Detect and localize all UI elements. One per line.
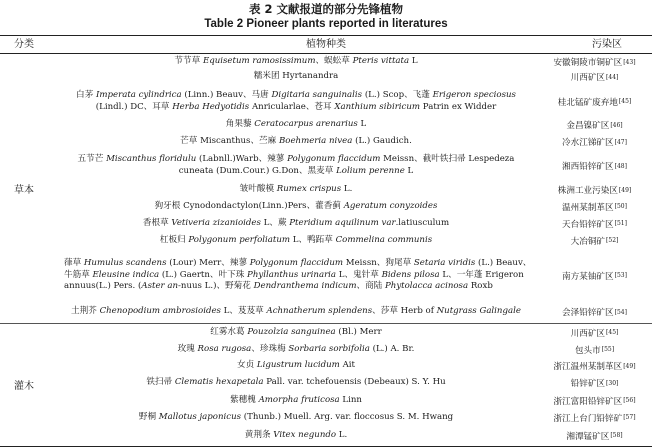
table-row — [0, 358, 652, 374]
region-text: 浙江上台门铅锌矿 — [553, 413, 623, 424]
region-cell — [537, 409, 652, 426]
header-region: 污染区 — [592, 39, 622, 50]
region-text: 川西矿区 — [570, 328, 606, 339]
region-cell — [537, 198, 652, 215]
species-cell — [58, 324, 534, 341]
region-text: 湘西铅锌矿区 — [562, 162, 614, 172]
species-cell — [58, 302, 534, 322]
species-line: 芒草 Miscanthus、苎麻 Boehmeria nivea (L.) Gaudich. — [180, 136, 412, 147]
species-line: 牛筋草 Eleusine indica (L.) Gaertn、叶下珠 Phyllanthus urinaria L、鬼针草 Bidens pilosa L、一年蓬 Erigeron — [64, 269, 524, 280]
region-text: 浙江富阳铅锌矿区 — [553, 396, 623, 407]
reference-number: [58] — [610, 432, 623, 439]
region-cell — [537, 117, 652, 133]
reference-number: [50] — [614, 203, 627, 210]
table-top-rule — [0, 35, 652, 36]
region-text: 湘潭锰矿区 — [566, 431, 610, 442]
region-cell — [537, 358, 652, 374]
species-line: cuneata (Dum.Cour.) G.Don、黑麦草 Lolium perenne L — [178, 166, 414, 176]
species-line: (Lindl.) DC、耳草 Herba Hedyotidis Anricularlae、苍耳 Xanthium sibiricum Patrin ex Widder — [95, 101, 497, 112]
region-text: 包头市 — [574, 345, 601, 356]
reference-number: [55] — [601, 346, 615, 353]
reference-number: [45] — [606, 329, 619, 336]
reference-number: [45] — [618, 98, 632, 105]
reference-number: [53] — [614, 272, 627, 279]
species-cell — [58, 69, 534, 85]
species-line: annuus(L.) Pers. (Aster an-nuus L.)、野菊花 Dendranthema indicum、商陆 Phytolacca acinosa Roxb — [64, 281, 493, 292]
species-line: 葎草 Humulus scandens (Lour) Merr、辣蓼 Polygonum flaccidum Meissn、狗尾草 Setaria viridis (L.) Beauv、 — [64, 258, 532, 269]
region-cell — [537, 69, 652, 85]
species-cell — [58, 341, 534, 358]
species-line: 角果藜 Ceratocarpus arenarius L — [225, 119, 367, 130]
reference-number: [49] — [618, 186, 632, 194]
reference-number: [57] — [623, 414, 636, 421]
species-line: 铁扫帚 Clematis hexapetala Pall. var. tchefouensis (Debeaux) S. Y. Hu — [146, 377, 446, 388]
species-cell — [58, 392, 534, 409]
region-cell — [537, 215, 652, 232]
region-text: 冷水江锑矿区 — [562, 138, 614, 148]
table-row — [0, 55, 652, 69]
region-text: 川西矿区 — [570, 73, 606, 83]
species-line: 黄荆条 Vitex negundo L. — [244, 429, 348, 440]
species-line: 杠板归 Polygonum perfoliatum L、鸭跖草 Commelina communis — [159, 234, 433, 245]
category-herb: 草本 — [14, 185, 34, 196]
species-line: 皱叶酸模 Rumex crispus L. — [239, 184, 353, 195]
table-row — [0, 182, 652, 198]
reference-number: [54] — [614, 308, 627, 316]
region-text: 天台铅锌矿区 — [562, 219, 614, 230]
species-cell — [58, 409, 534, 426]
species-cell — [58, 215, 534, 232]
region-text: 桂北锰矿废弃地 — [557, 97, 618, 108]
species-line: 红雾水葛 Pouzolzia sanguinea (Bl.) Merr — [210, 326, 382, 337]
table-row — [0, 117, 652, 133]
table-title-en: Table 2 Pioneer plants reported in literatures — [204, 18, 448, 30]
table-header-rule — [0, 53, 652, 54]
species-line: 紫穗槐 Amorpha fruticosa Linn — [230, 394, 362, 405]
region-text: 株洲工业污染区 — [557, 186, 618, 196]
species-cell — [58, 55, 534, 69]
species-cell — [58, 198, 534, 215]
species-cell — [58, 374, 534, 392]
species-line: 野桐 Mallotus japonicus (Thunb.) Muell. Arg. var. floccosus S. M. Hwang — [138, 411, 454, 422]
region-cell — [537, 182, 652, 198]
header-species: 植物种类 — [306, 39, 346, 50]
reference-number: [44] — [606, 73, 619, 81]
region-cell — [537, 232, 652, 249]
table-row — [0, 215, 652, 232]
table-row — [0, 374, 652, 392]
reference-number: [49] — [623, 362, 636, 370]
reference-number: [46] — [610, 121, 623, 129]
region-text: 铅锌矿区 — [570, 379, 606, 389]
table-row — [0, 249, 652, 302]
species-cell — [64, 249, 534, 302]
reference-number: [47] — [614, 138, 627, 146]
table-row — [0, 198, 652, 215]
region-text: 浙江温州某制革区 — [553, 362, 623, 372]
reference-number: [43] — [623, 58, 636, 66]
region-text: 大冶铜矿 — [570, 236, 606, 247]
table-row — [0, 409, 652, 426]
region-cell — [537, 87, 652, 116]
species-line: 玫瑰 Rosa rugosa、珍珠梅 Sorbaria sorbifolia (L.) A. Br. — [177, 343, 415, 354]
table-row — [0, 133, 652, 151]
region-cell — [537, 55, 652, 69]
species-cell — [58, 133, 534, 151]
region-cell — [537, 426, 652, 445]
region-text: 安徽铜陵市铜矿区 — [553, 58, 623, 68]
reference-number: [56] — [623, 397, 636, 404]
table-row — [0, 324, 652, 341]
table-row — [0, 341, 652, 358]
reference-number: [30] — [606, 379, 619, 387]
region-cell — [537, 249, 652, 302]
region-text: 会泽铅锌矿区 — [562, 308, 614, 318]
category-shrub: 灌木 — [14, 381, 34, 392]
species-line: 白茅 Imperata cylindrica (Linn.) Beauv、马唐 Digitaria sanguinalis (L.) Scop、飞蓬 Erigeron speciosus — [76, 89, 516, 100]
species-cell — [58, 182, 534, 198]
region-cell — [537, 341, 652, 358]
species-line: 糯米团 Hyrtanandra — [253, 71, 339, 82]
region-cell — [537, 374, 652, 392]
table-title-cn: 表 2 文献报道的部分先锋植物 — [248, 2, 403, 16]
species-line: 土荆芥 Chenopodium ambrosioides L、芨芨草 Achnatherum splendens、莎草 Herb of Nutgrass Galingale — [71, 306, 521, 317]
region-text: 金昌镍矿区 — [566, 121, 610, 131]
table-row — [0, 302, 652, 322]
species-cell — [58, 117, 534, 133]
table-row — [0, 232, 652, 249]
table-row — [0, 69, 652, 85]
species-cell — [58, 87, 534, 116]
region-cell — [537, 302, 652, 322]
species-line: 香根草 Vetiveria zizanioides L、蕨 Pteridium aquilinum var.latiusculum — [142, 217, 450, 228]
species-cell — [58, 232, 534, 249]
region-cell — [537, 151, 652, 181]
region-text: 南方某铀矿区 — [562, 271, 614, 282]
table-row — [0, 392, 652, 409]
species-line: 节节草 Equisetum ramosissimum、蜈蚣草 Pteris vittata L — [174, 56, 418, 67]
reference-number: [48] — [614, 162, 627, 170]
table-row — [0, 151, 652, 181]
species-cell — [58, 151, 534, 181]
region-cell — [537, 324, 652, 341]
reference-number: [51] — [614, 220, 627, 227]
reference-number: [52] — [606, 237, 619, 244]
table-row — [0, 87, 652, 116]
species-line: 五节芒 Miscanthus floridulu (Labnll.)Warb、辣蓼 Polygonum flaccidum Meissn、截叶铁扫帚 Lespedeza — [77, 154, 515, 165]
table-row — [0, 426, 652, 445]
region-text: 温州某制革区 — [562, 202, 614, 213]
species-cell — [58, 358, 534, 374]
species-line: 狗牙根 Cynodondactylon(Linn.)Pers、藿香蓟 Ageratum conyzoides — [154, 200, 438, 211]
region-cell — [537, 133, 652, 151]
region-cell — [537, 392, 652, 409]
header-category: 分类 — [14, 39, 34, 50]
species-cell — [58, 426, 534, 445]
species-line: 女贞 Ligustrum lucidum Ait — [237, 360, 355, 371]
